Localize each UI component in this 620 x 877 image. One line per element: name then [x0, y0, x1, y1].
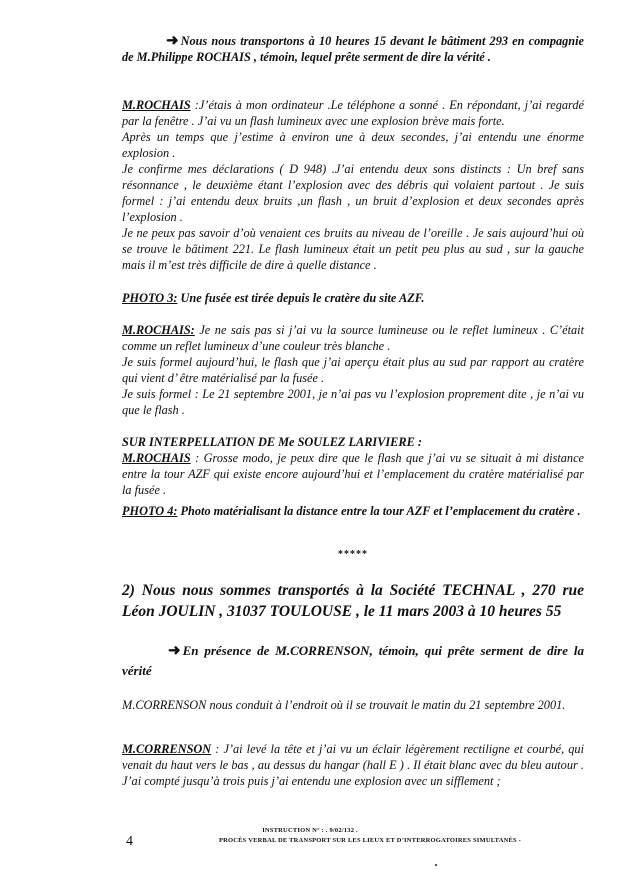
speaker-rochais: M.ROCHAIS [122, 98, 191, 112]
arrow-icon-2: ➜ [168, 643, 181, 659]
photo-3-caption [122, 290, 584, 306]
photo-4-caption [122, 503, 584, 519]
paragraph-rochais-1 [122, 97, 584, 273]
scan-speck [435, 864, 437, 866]
paragraph-transport [122, 33, 584, 65]
interpellation-text: : Grosse modo, je peux dire que le flash que j’ai vu se situait à mi distance entre la tour AZF qui existe encore aujourd’hui et l’emplacement du cratère matérialisé par la fusée . [122, 451, 584, 497]
section-2-presence [122, 641, 584, 681]
footer-title: PROCÈS VERBAL DE TRANSPORT SUR LES LIEUX ET D’INTERROGATOIRES SIMULTANÉS - [218, 837, 522, 844]
photo-3-label: PHOTO 3: [122, 291, 178, 305]
speaker-rochais-2: M.ROCHAIS: [122, 323, 195, 337]
rochais1-line-0: :J’étais à mon ordinateur .Le téléphone a sonné . En répondant, j’ai regardé par la fenêtre . J’ai vu un flash lumineux avec une explosion brève mais forte. [122, 98, 584, 128]
separator: ***** [338, 549, 368, 560]
rochais1-line-2: Je confirme mes déclarations ( D 948) .J’ai entendu deux sons distincts : Un bref sans résonnance , le deuxième étant l’explosion avec des débris qui volaient partout . Je suis formel : j’ai entendu deux bruits ,un flash , un bruit d’explosion et deux secondes après l’explosion . [122, 162, 584, 224]
paragraph-correnson [122, 741, 584, 789]
correnson-text: : J’ai levé la tête et j’ai vu un éclair légèrement rectiligne et courbé, qui venait du haut vers le bas , au dessus du hangar (hall E ) . Il était blanc avec du bleu autour . J’ai compté jusqu’à trois puis j’ai entendu une explosion avec un sifflement ; [122, 742, 584, 788]
page-number: 4 [126, 834, 133, 849]
rochais2-line-0: Je ne sais pas si j’ai vu la source lumineuse ou le reflet lumineux . C’était comme un reflet lumineux d’une couleur très blanche . [122, 323, 584, 353]
rochais2-line-2: Je suis formel : Le 21 septembre 2001, je n’ai pas vu l’explosion proprement dite , je n’ai vu que le flash . [122, 387, 584, 417]
correnson-intro: M.CORRENSON nous conduit à l’endroit où il se trouvait le matin du 21 septembre 2001. [122, 698, 566, 712]
footer-instruction: INSTRUCTION N° : . 9/02/132 . [262, 827, 358, 834]
section-2-heading: 2) Nous nous sommes transportés à la Société TECHNAL , 270 rue Léon JOULIN , 31037 TOULOUSE , le 11 mars 2003 à 10 heures 55 [122, 582, 584, 620]
paragraph-interpellation [122, 434, 584, 498]
paragraph-rochais-2 [122, 322, 584, 418]
speaker-rochais-3: M.ROCHAIS [122, 451, 191, 465]
presence-text: En présence de M.CORRENSON, témoin, qui prête serment de dire la vérité [122, 643, 584, 678]
arrow-icon: ➜ [166, 33, 179, 49]
transport-text: Nous nous transportons à 10 heures 15 devant le bâtiment 293 en compagnie de M.Philippe ROCHAIS , témoin, lequel prête serment de dire la vérité . [122, 34, 584, 64]
rochais1-line-3: Je ne peux pas savoir d’où venaient ces bruits au niveau de l’oreille . Je sais aujourd’hui où se trouve le bâtiment 221. Le flash lumineux était un petit peu plus au sud , sur la gauche mais il m’est très difficile de dire à quelle distance . [122, 226, 584, 272]
speaker-correnson: M.CORRENSON [122, 742, 212, 756]
photo-3-text: Une fusée est tirée depuis le cratère du site AZF. [177, 291, 425, 305]
interpellation-heading: SUR INTERPELLATION DE Me SOULEZ LARIVIERE : [122, 435, 422, 449]
rochais2-line-1: Je suis formel aujourd’hui, le flash que j’ai aperçu était plus au sud par rapport au cratère qui vient d’ être matérialisé par la fusée . [122, 355, 584, 385]
photo-4-text: Photo matérialisant la distance entre la tour AZF et l’emplacement du cratère . [177, 504, 581, 518]
rochais1-line-1: Après un temps que j’estime à environ une à deux secondes, j’ai entendu une énorme explosion . [122, 130, 584, 160]
photo-4-label: PHOTO 4: [122, 504, 178, 518]
